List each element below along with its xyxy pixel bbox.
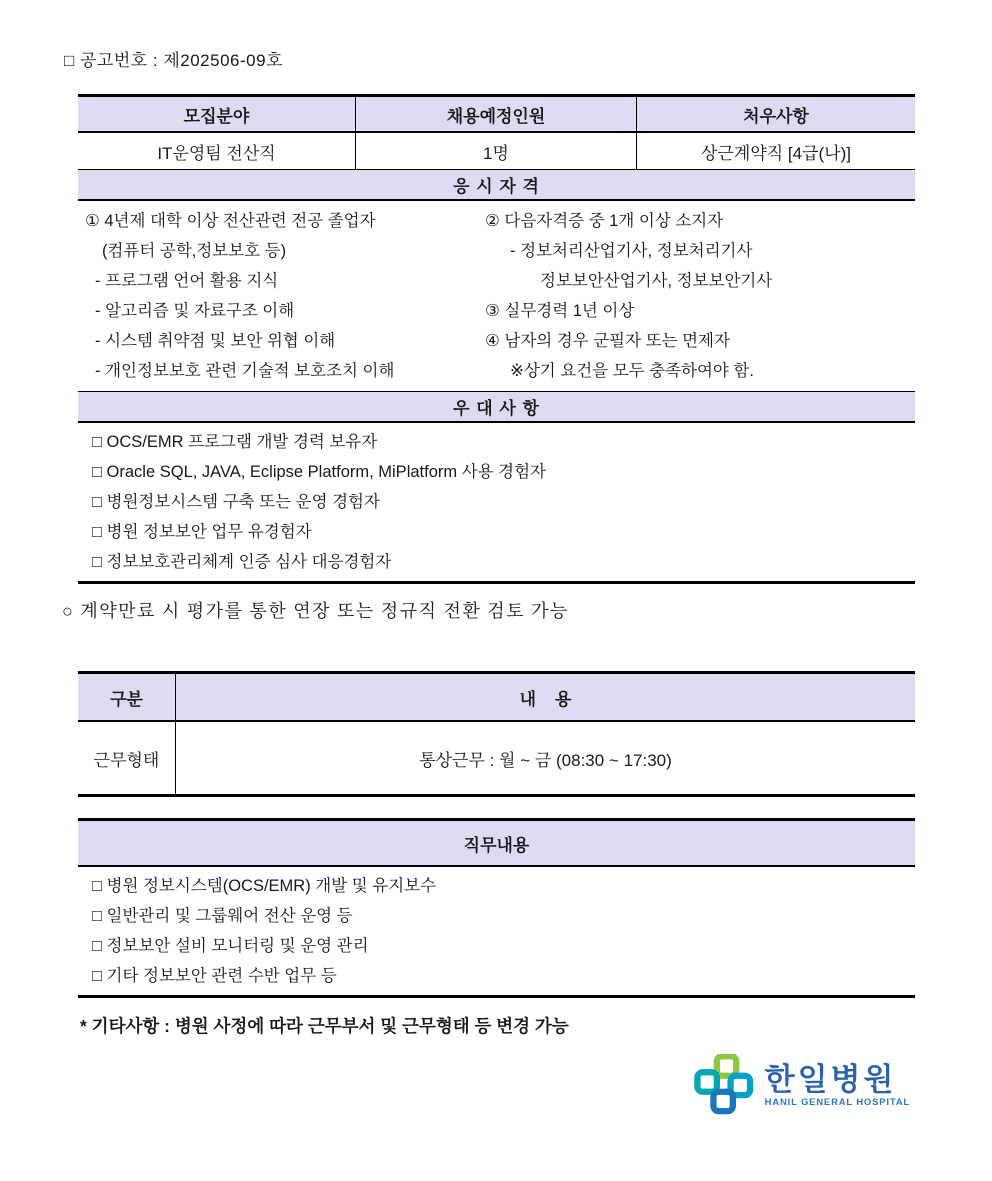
- clover-squares-icon: [694, 1054, 758, 1118]
- preferred-item: □ OCS/EMR 프로그램 개발 경력 보유자: [92, 433, 378, 451]
- work-type-table: [78, 671, 915, 797]
- preferred-item: □ 병원정보시스템 구축 또는 운영 경험자: [92, 493, 380, 511]
- contract-renewal-note: ○ 계약만료 시 평가를 통한 연장 또는 정규직 전환 검토 가능: [62, 601, 569, 621]
- qualification-left-column: [78, 206, 485, 386]
- preferred-list: [78, 423, 915, 581]
- cell-work-type-label: 근무형태: [93, 750, 160, 770]
- qualification-item: - 개인정보보호 관련 기술적 보호조치 이해: [95, 362, 395, 380]
- qualification-item: - 알고리즘 및 자료구조 이해: [95, 302, 295, 320]
- work-table-data-row: [78, 722, 915, 794]
- qualification-item: ④ 남자의 경우 군필자 또는 면제자: [485, 332, 730, 350]
- duty-list: [78, 867, 915, 995]
- hospital-wordmark: 한일병원: [764, 1062, 897, 1097]
- qualification-item: ③ 실무경력 1년 이상: [485, 302, 635, 320]
- preferred-section-title: 우 대 사 항: [78, 392, 915, 421]
- qualification-item: - 정보처리산업기사, 정보처리기사: [510, 242, 753, 260]
- hospital-logo: [0, 1054, 910, 1118]
- header-content: 내 용: [175, 674, 915, 720]
- preferred-item: □ 병원 정보보안 업무 유경험자: [92, 523, 312, 541]
- hospital-subtitle: HANIL GENERAL HOSPITAL: [764, 1097, 910, 1108]
- recruit-table-header-row: [78, 97, 915, 131]
- qualification-right-column: [485, 206, 915, 386]
- cell-work-type-value: 통상근무 : 월 ~ 금 (08:30 ~ 17:30): [175, 722, 915, 794]
- qualification-note: ※상기 요건을 모두 충족하여야 함.: [510, 362, 754, 380]
- qualification-item: 정보보안산업기사, 정보보안기사: [540, 272, 773, 290]
- recruit-table: [78, 94, 915, 584]
- recruit-table-data-row: [78, 133, 915, 169]
- qualification-item: ① 4년제 대학 이상 전산관련 전공 졸업자: [85, 212, 376, 230]
- work-table-header-row: [78, 674, 915, 720]
- qualification-section-title: 응 시 자 격: [78, 170, 915, 199]
- duty-item: □ 정보보안 설비 모니터링 및 운영 관리: [92, 937, 369, 955]
- etc-note: * 기타사항 : 병원 사정에 따라 근무부서 및 근무형태 등 변경 가능: [80, 1016, 569, 1036]
- qualification-item: (컴퓨터 공학,정보보호 등): [102, 242, 287, 260]
- cell-treatment: 상근계약직 [4급(나)]: [701, 143, 851, 163]
- notice-number-line: □ 공고번호 : 제202506-09호: [64, 51, 283, 70]
- cell-recruit-field: IT운영팀 전산직: [157, 143, 276, 163]
- duty-item: □ 병원 정보시스템(OCS/EMR) 개발 및 유지보수: [92, 877, 437, 895]
- preferred-item: □ Oracle SQL, JAVA, Eclipse Platform, MiPlatform 사용 경험자: [92, 463, 546, 481]
- duty-table: [78, 818, 915, 998]
- header-recruit-field: 모집분야: [183, 106, 250, 126]
- hospital-logo-text: [765, 1063, 910, 1109]
- cell-planned-headcount: 1명: [355, 133, 637, 169]
- duty-table-header-row: [78, 821, 915, 865]
- qualification-item: - 시스템 취약점 및 보안 위협 이해: [95, 332, 336, 350]
- preferred-item: □ 정보보호관리체계 인증 심사 대응경험자: [92, 553, 392, 571]
- header-planned-headcount: 채용예정인원: [355, 97, 637, 131]
- duty-item: □ 일반관리 및 그룹웨어 전산 운영 등: [92, 907, 353, 925]
- header-treatment: 처우사항: [743, 106, 809, 126]
- duty-section-title: 직무내용: [463, 835, 530, 855]
- duty-item: □ 기타 정보보안 관련 수반 업무 등: [92, 967, 337, 985]
- qualification-item: ② 다음자격증 중 1개 이상 소지자: [485, 212, 724, 230]
- qualification-item: - 프로그램 언어 활용 지식: [95, 272, 279, 290]
- qualification-content: [78, 201, 915, 391]
- header-category: 구분: [110, 689, 143, 709]
